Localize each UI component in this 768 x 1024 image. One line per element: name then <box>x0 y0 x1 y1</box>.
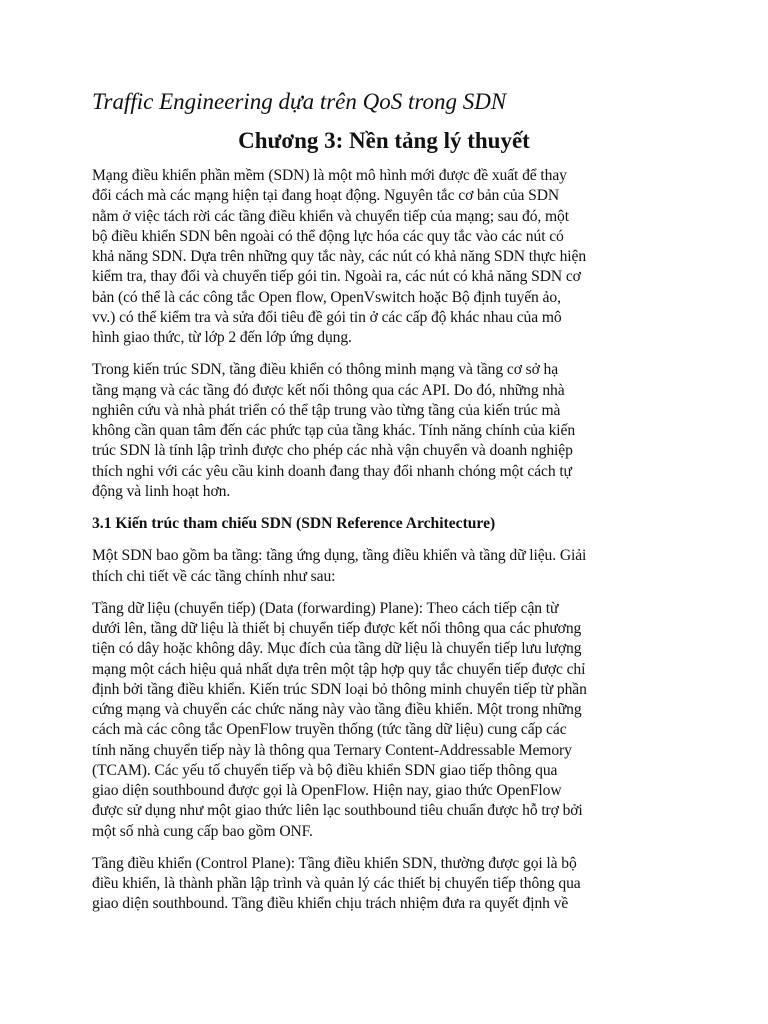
text-line: Tầng dữ liệu (chuyển tiếp) (Data (forwarding) Plane): Theo cách tiếp cận từ <box>92 599 559 617</box>
text-line: hình giao thức, từ lớp 2 đến lớp ứng dụng. <box>92 329 352 346</box>
document-body <box>92 166 678 927</box>
text-line: không cần quan tâm đến các phức tạp của tầng khác. Tính năng chính của kiến <box>92 422 576 439</box>
section-paragraph-2 <box>92 599 678 842</box>
text-line: Trong kiến trúc SDN, tầng điều khiển có thông minh mạng và tầng cơ sở hạ <box>92 361 559 379</box>
text-line: Một SDN bao gồm ba tầng: tầng ứng dụng, tầng điều khiển và tầng dữ liệu. Giải <box>92 547 587 565</box>
intro-paragraph-1 <box>92 166 678 348</box>
text-line: nghiên cứu và nhà phát triển có thể tập trung vào từng tầng của kiến trúc mà <box>92 401 561 419</box>
text-line: mạng một cách hiệu quả nhất dựa trên một tập hợp quy tắc chuyển tiếp được chỉ <box>92 660 586 678</box>
text-line: (TCAM). Các yếu tố chuyển tiếp và bộ điều khiển SDN giao tiếp thông qua <box>92 761 558 779</box>
text-line: thích chi tiết về các tầng chính như sau: <box>92 567 336 585</box>
text-line: cứng mạng và chuyển các chức năng này vào tầng điều khiển. Một trong những <box>92 701 582 718</box>
text-line: được sử dụng như một giao thức liên lạc southbound tiêu chuẩn được hỗ trợ bởi <box>92 802 583 820</box>
text-line: dưới lên, tầng dữ liệu là thiết bị chuyển tiếp được kết nối thông qua các phương <box>92 620 582 637</box>
text-line: Tầng điều khiển (Control Plane): Tầng điều khiển SDN, thường được gọi là bộ <box>92 854 577 872</box>
text-line: định bởi tầng điều khiển. Kiến trúc SDN loại bỏ thông minh chuyển tiếp từ phần <box>92 680 587 698</box>
text-line: cách mà các công tắc OpenFlow truyền thống (tức tầng dữ liệu) cung cấp các <box>92 721 567 739</box>
text-line: khả năng SDN. Dựa trên những quy tắc này, các nút có khả năng SDN thực hiện <box>92 248 587 265</box>
intro-paragraph-2 <box>92 360 678 502</box>
text-line: bản (có thể là các công tắc Open flow, OpenVswitch hoặc Bộ định tuyến ảo, <box>92 288 561 306</box>
text-line: kiểm tra, thay đổi và chuyển tiếp gói tin. Ngoài ra, các nút có khả năng SDN cơ <box>92 268 581 286</box>
text-line: nằm ở việc tách rời các tầng điều khiển và chuyển tiếp của mạng; sau đó, một <box>92 207 569 225</box>
text-line: tầng mạng và các tầng đó được kết nối thông qua các API. Do đó, những nhà <box>92 381 565 399</box>
text-line: giao diện southbound. Tầng điều khiển chịu trách nhiệm đưa ra quyết định về <box>92 895 569 913</box>
text-line: tính năng chuyển tiếp này là thông qua Ternary Content-Addressable Memory <box>92 741 572 759</box>
document-header-title: Traffic Engineering dựa trên QoS trong SDN <box>92 89 507 114</box>
text-line: động và linh hoạt hơn. <box>92 482 231 500</box>
text-line: tiện có dây hoặc không dây. Mục đích của tầng dữ liệu là chuyển tiếp lưu lượng <box>92 640 582 658</box>
section-paragraph-1 <box>92 546 678 587</box>
text-line: vv.) có thể kiểm tra và sửa đổi tiêu đề gói tin ở các cấp độ khác nhau của mô <box>92 308 562 326</box>
text-line: đổi cách mà các mạng hiện tại đang hoạt động. Nguyên tắc cơ bản của SDN <box>92 187 560 205</box>
text-line: giao diện southbound được gọi là OpenFlow. Hiện nay, giao thức OpenFlow <box>92 782 562 799</box>
text-line: thích nghi với các yêu cầu kinh doanh đang thay đổi nhanh chóng một cách tự <box>92 462 572 480</box>
text-line: bộ điều khiển SDN bên ngoài có thể động lực hóa các quy tắc vào các nút có <box>92 227 564 245</box>
text-line: điều khiển, là thành phần lập trình và quản lý các thiết bị chuyển tiếp thông qua <box>92 875 581 892</box>
text-line: Mạng điều khiển phần mềm (SDN) là một mô hình mới được đề xuất để thay <box>92 167 567 184</box>
text-line: trúc SDN là tính lập trình được cho phép các nhà vận chuyển và doanh nghiệp <box>92 442 573 460</box>
section-heading: 3.1 Kiến trúc tham chiếu SDN (SDN Reference Architecture) <box>92 515 496 532</box>
text-line: một số nhà cung cấp bao gồm ONF. <box>92 822 313 840</box>
chapter-title: Chương 3: Nền tảng lý thuyết <box>238 128 530 153</box>
section-paragraph-3 <box>92 854 678 915</box>
